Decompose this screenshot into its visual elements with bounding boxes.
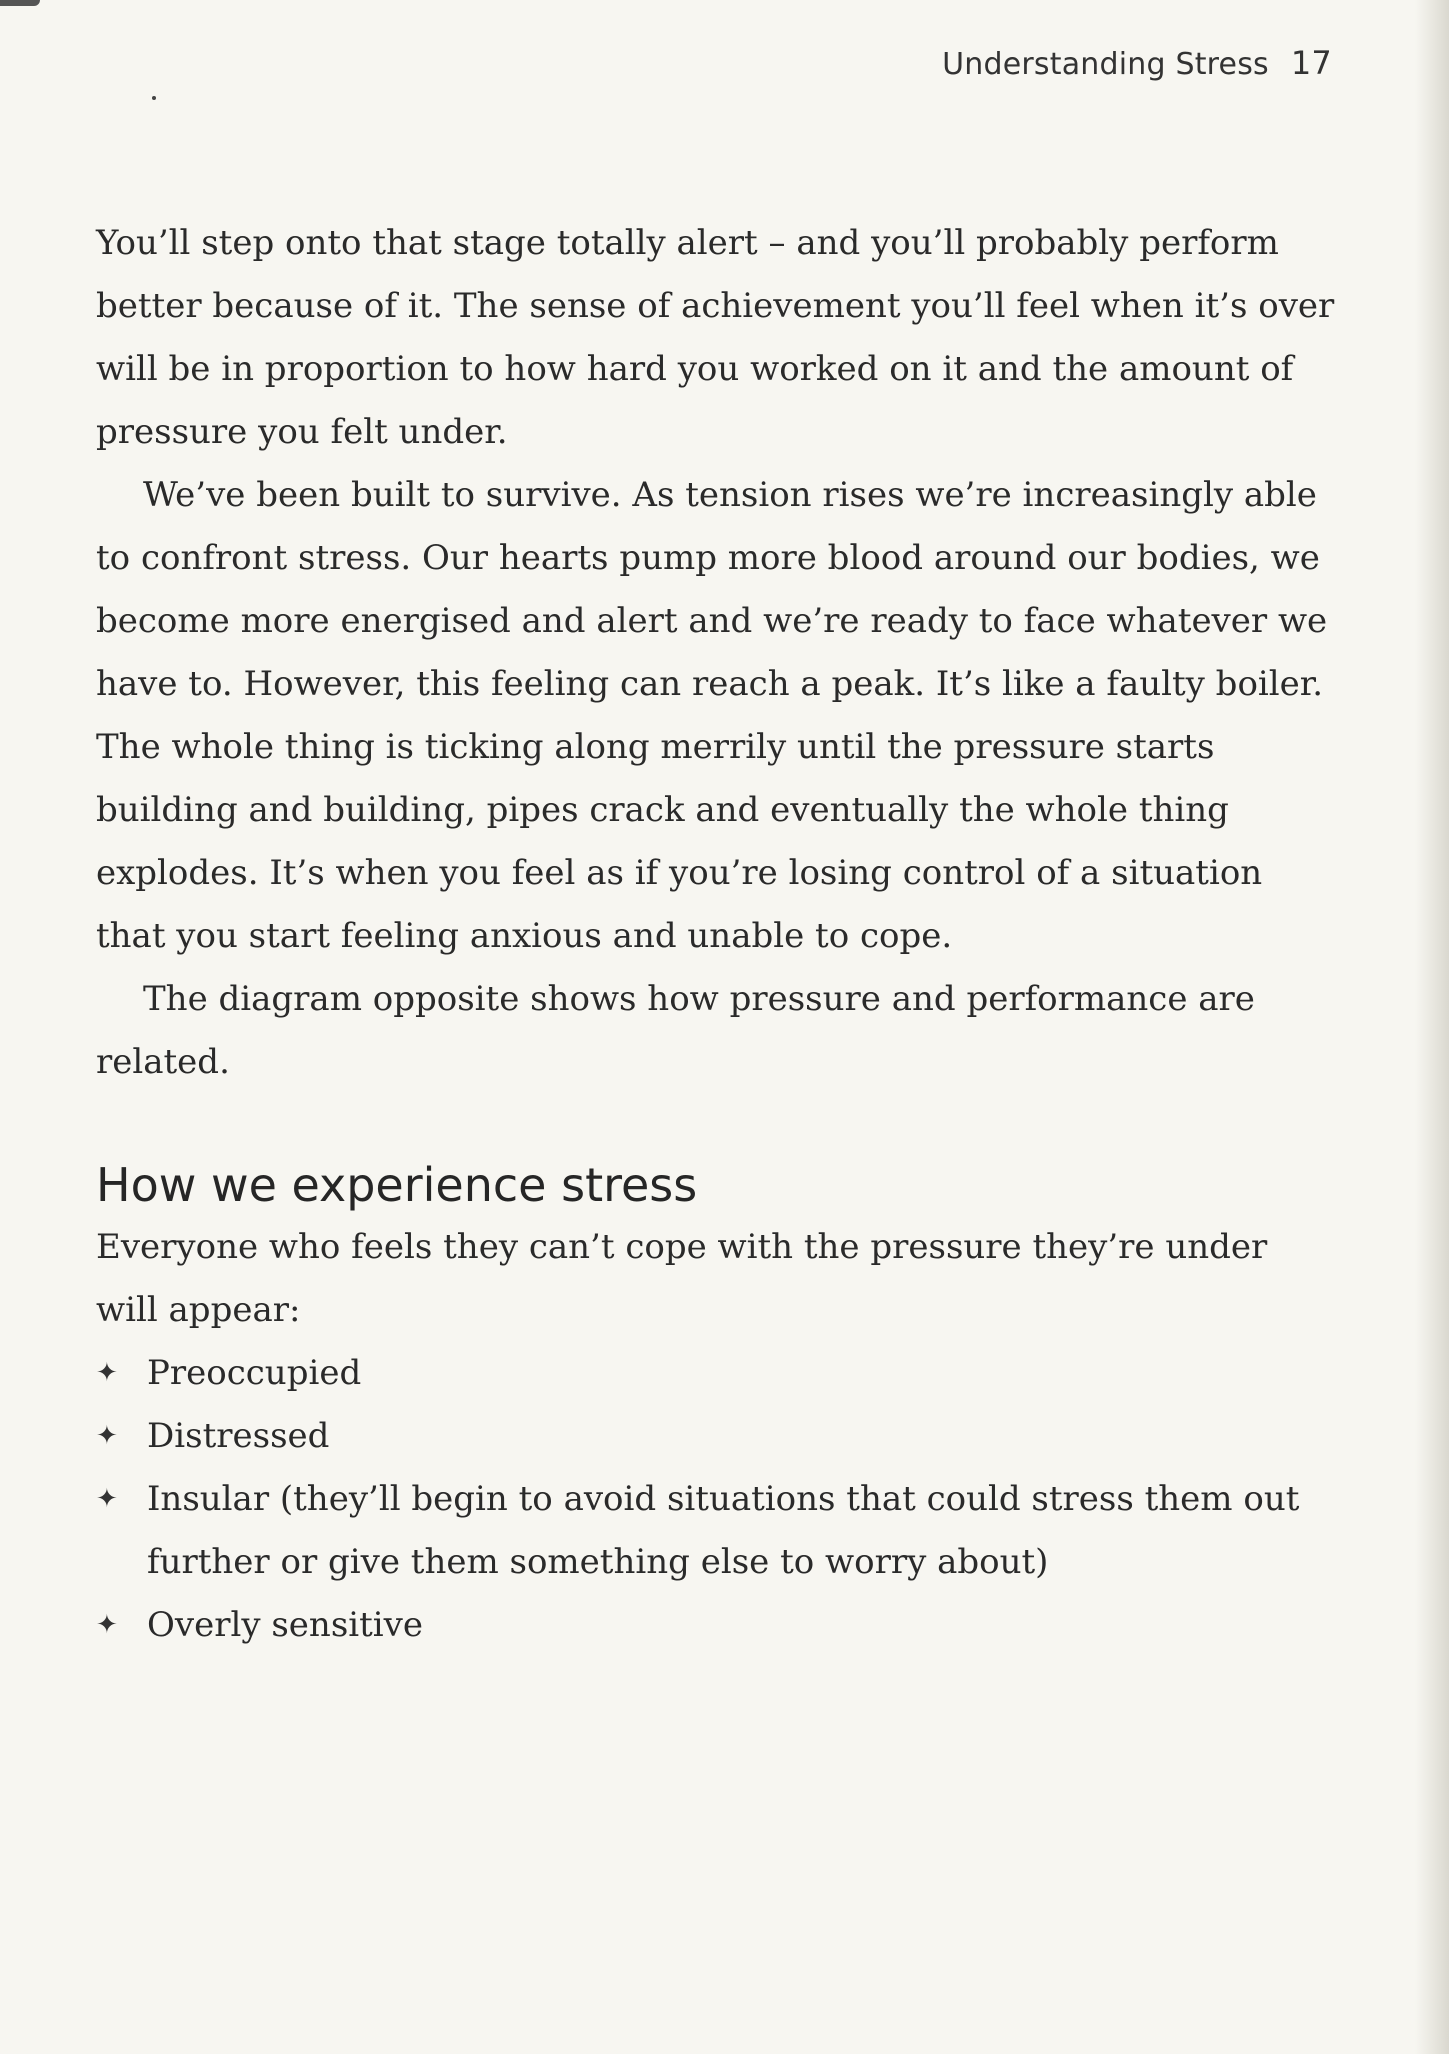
list-item-text: Distressed [147,1416,330,1456]
list-item [96,1342,1336,1405]
list-item [96,1405,1336,1468]
running-title: Understanding Stress [942,47,1269,82]
list-item-text: Insular (they’ll begin to avoid situations that could stress them out further or give them something else to worry about) [147,1479,1300,1582]
symptom-list [96,1342,1336,1657]
star-bullet-icon: ✦ [96,1610,118,1640]
section-intro: Everyone who feels they can’t cope with the pressure they’re under will appear: [96,1227,1268,1330]
paper-speck [152,96,156,100]
star-bullet-icon: ✦ [96,1421,118,1451]
list-item-text: Preoccupied [147,1353,362,1393]
paragraph-1: You’ll step onto that stage totally alert – and you’ll probably perform better because of it. The sense of achievement you’ll feel when it’s over will be in proportion to how hard you worked on it and the amount of pressure you felt under. [96,223,1335,452]
list-item [96,1468,1336,1594]
list-item [96,1594,1336,1657]
page-number: 17 [1290,44,1332,82]
star-bullet-icon: ✦ [96,1358,118,1388]
page-edge [1415,0,1449,2054]
section-heading: How we experience stress [96,1158,698,1212]
star-bullet-icon: ✦ [96,1484,118,1514]
running-head [942,44,1332,82]
list-item-text: Overly sensitive [147,1605,424,1645]
paragraph-2: We’ve been built to survive. As tension rises we’re increasingly able to confront stress. Our hearts pump more blood around our bodies, we become more energised and alert and we’re ready to face whatever we have to. However, this feeling can reach a peak. It’s like a faulty boiler. The whole thing is ticking along merrily until the pressure starts building and building, pipes crack and eventually the whole thing explodes. It’s when you feel as if you’re losing control of a situation that you start feeling anxious and unable to cope. [96,475,1328,956]
page-body [96,212,1336,1657]
paragraph-3: The diagram opposite shows how pressure and performance are related. [96,979,1255,1082]
page-shadow [0,0,40,6]
